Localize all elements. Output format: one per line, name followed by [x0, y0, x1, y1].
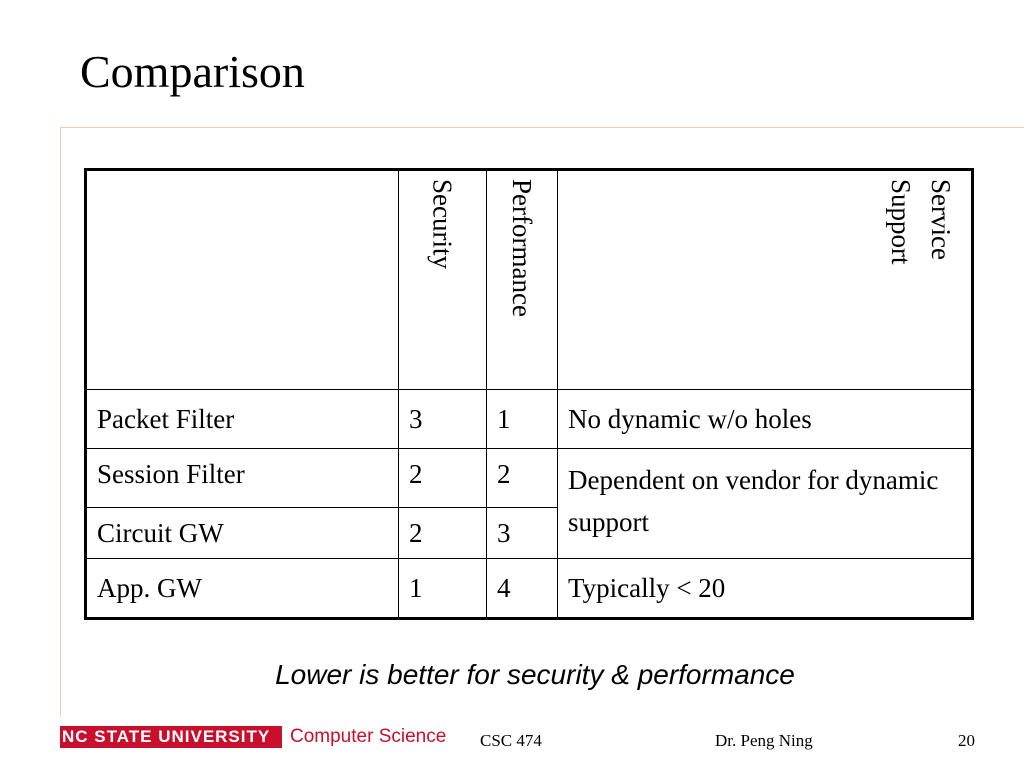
row-performance: 3 [487, 508, 558, 559]
header-service-support-label: Service Support [886, 179, 956, 265]
row-name: App. GW [86, 559, 399, 619]
vertical-divider [60, 127, 61, 717]
header-performance-label: Performance [507, 179, 537, 317]
row-support: No dynamic w/o holes [558, 390, 973, 449]
row-security: 3 [399, 390, 487, 449]
header-empty-cell [86, 170, 399, 390]
row-name: Session Filter [86, 449, 399, 508]
row-support-merged: Dependent on vendor for dynamic support [558, 449, 973, 559]
row-name: Circuit GW [86, 508, 399, 559]
row-name: Packet Filter [86, 390, 399, 449]
department-name: Computer Science [290, 726, 447, 747]
row-security: 2 [399, 449, 487, 508]
table-row [86, 390, 973, 449]
table-row [86, 449, 973, 508]
row-performance: 4 [487, 559, 558, 619]
header-security [399, 170, 487, 390]
page-number: 20 [958, 731, 975, 750]
table-header-row [86, 170, 973, 390]
course-code: CSC 474 [480, 731, 542, 750]
row-security: 1 [399, 559, 487, 619]
row-security: 2 [399, 508, 487, 559]
slide-title: Comparison [80, 46, 305, 97]
row-support: Typically < 20 [558, 559, 973, 619]
comparison-table [84, 168, 974, 620]
horizontal-divider [60, 127, 1024, 128]
header-security-label: Security [427, 179, 458, 269]
row-performance: 2 [487, 449, 558, 508]
row-performance: 1 [487, 390, 558, 449]
footnote: Lower is better for security & performance [275, 659, 795, 690]
header-performance [487, 170, 558, 390]
header-service-support [558, 170, 973, 390]
ncsu-logo: NC STATE UNIVERSITY [60, 726, 282, 748]
table-row [86, 559, 973, 619]
author-name: Dr. Peng Ning [715, 731, 813, 750]
